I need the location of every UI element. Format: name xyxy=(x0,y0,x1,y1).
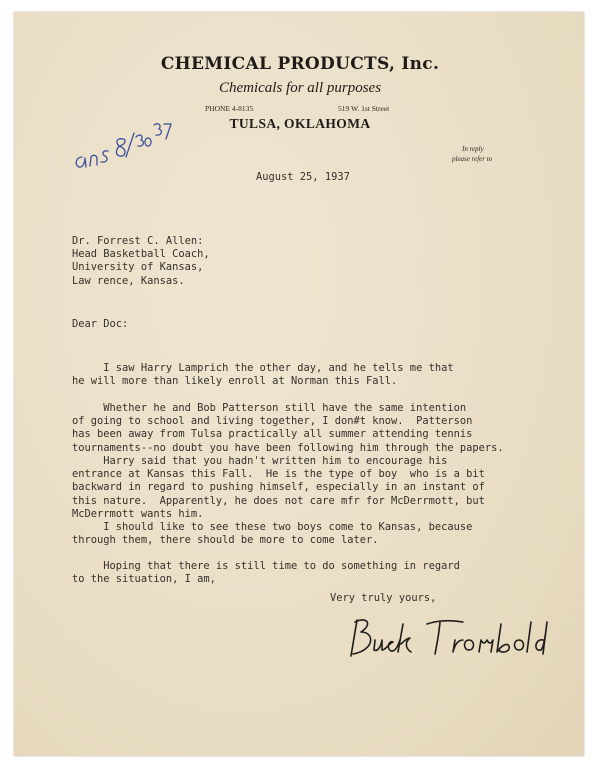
handwritten-answered-note xyxy=(70,115,175,175)
company-city: TULSA, OKLAHOMA xyxy=(229,116,371,131)
body-paragraph-4 xyxy=(72,521,472,547)
address-line: Dr. Forrest C. Allen: xyxy=(72,235,204,247)
body-line: to the situation, I am, xyxy=(72,573,216,586)
body-line: this nature. Apparently, he does not care mfr for McDerrmott, but xyxy=(72,494,485,507)
body-paragraph-2 xyxy=(72,402,504,455)
reply-reference xyxy=(452,144,492,164)
body-paragraph-5 xyxy=(72,560,460,586)
address-line: Law rence, Kansas. xyxy=(72,274,185,287)
body-line: I saw Harry Lamprich the other day, and he tells me that xyxy=(72,362,454,374)
handwritten-note-text: ans 8/30/37 xyxy=(70,173,75,174)
address-line: University of Kansas, xyxy=(72,261,204,274)
company-street: 519 W. 1st Street xyxy=(338,104,390,113)
company-tagline: Chemicals for all purposes xyxy=(218,80,382,96)
company-name: CHEMICAL PRODUCTS, Inc. xyxy=(160,54,440,74)
body-line: has been away from Tulsa practically all summer attending tennis xyxy=(72,428,473,441)
body-line: he will more than likely enroll at Norman this Fall. xyxy=(72,375,398,388)
body-line: entrance at Kansas this Fall. He is the type of boy who is a bit xyxy=(72,468,485,481)
salutation: Dear Doc: xyxy=(72,318,129,330)
body-line: Hoping that there is still time to do something in regard xyxy=(72,560,460,572)
handwritten-signature xyxy=(345,610,555,665)
body-line: Whether he and Bob Patterson still have the same intention xyxy=(72,402,467,414)
body-line: backward in regard to pushing himself, especially in an instant of xyxy=(72,481,485,494)
body-line: of going to school and living together, I don#t know. Patterson xyxy=(72,415,473,428)
reply-line-1: In reply xyxy=(462,145,484,153)
closing: Very truly yours, xyxy=(330,592,437,604)
body-line: tournaments--no doubt you have been following him through the papers. xyxy=(72,441,504,454)
recipient-address xyxy=(72,235,210,288)
address-line: Head Basketball Coach, xyxy=(72,248,210,261)
reply-line-2: please refer to xyxy=(452,155,493,163)
body-line: McDerrmott wants him. xyxy=(72,507,204,520)
body-line: Harry said that you hadn't written him to encourage his xyxy=(72,455,448,467)
company-phone: PHONE 4-8135 xyxy=(205,104,254,113)
signature-text: Buck Trombold xyxy=(345,664,352,665)
body-line: through them, there should be more to come later. xyxy=(72,534,379,547)
body-line: I should like to see these two boys come to Kansas, because xyxy=(72,521,473,533)
body-paragraph-3 xyxy=(72,455,485,521)
body-paragraph-1 xyxy=(72,362,454,388)
letter-date: August 25, 1937 xyxy=(256,171,350,183)
